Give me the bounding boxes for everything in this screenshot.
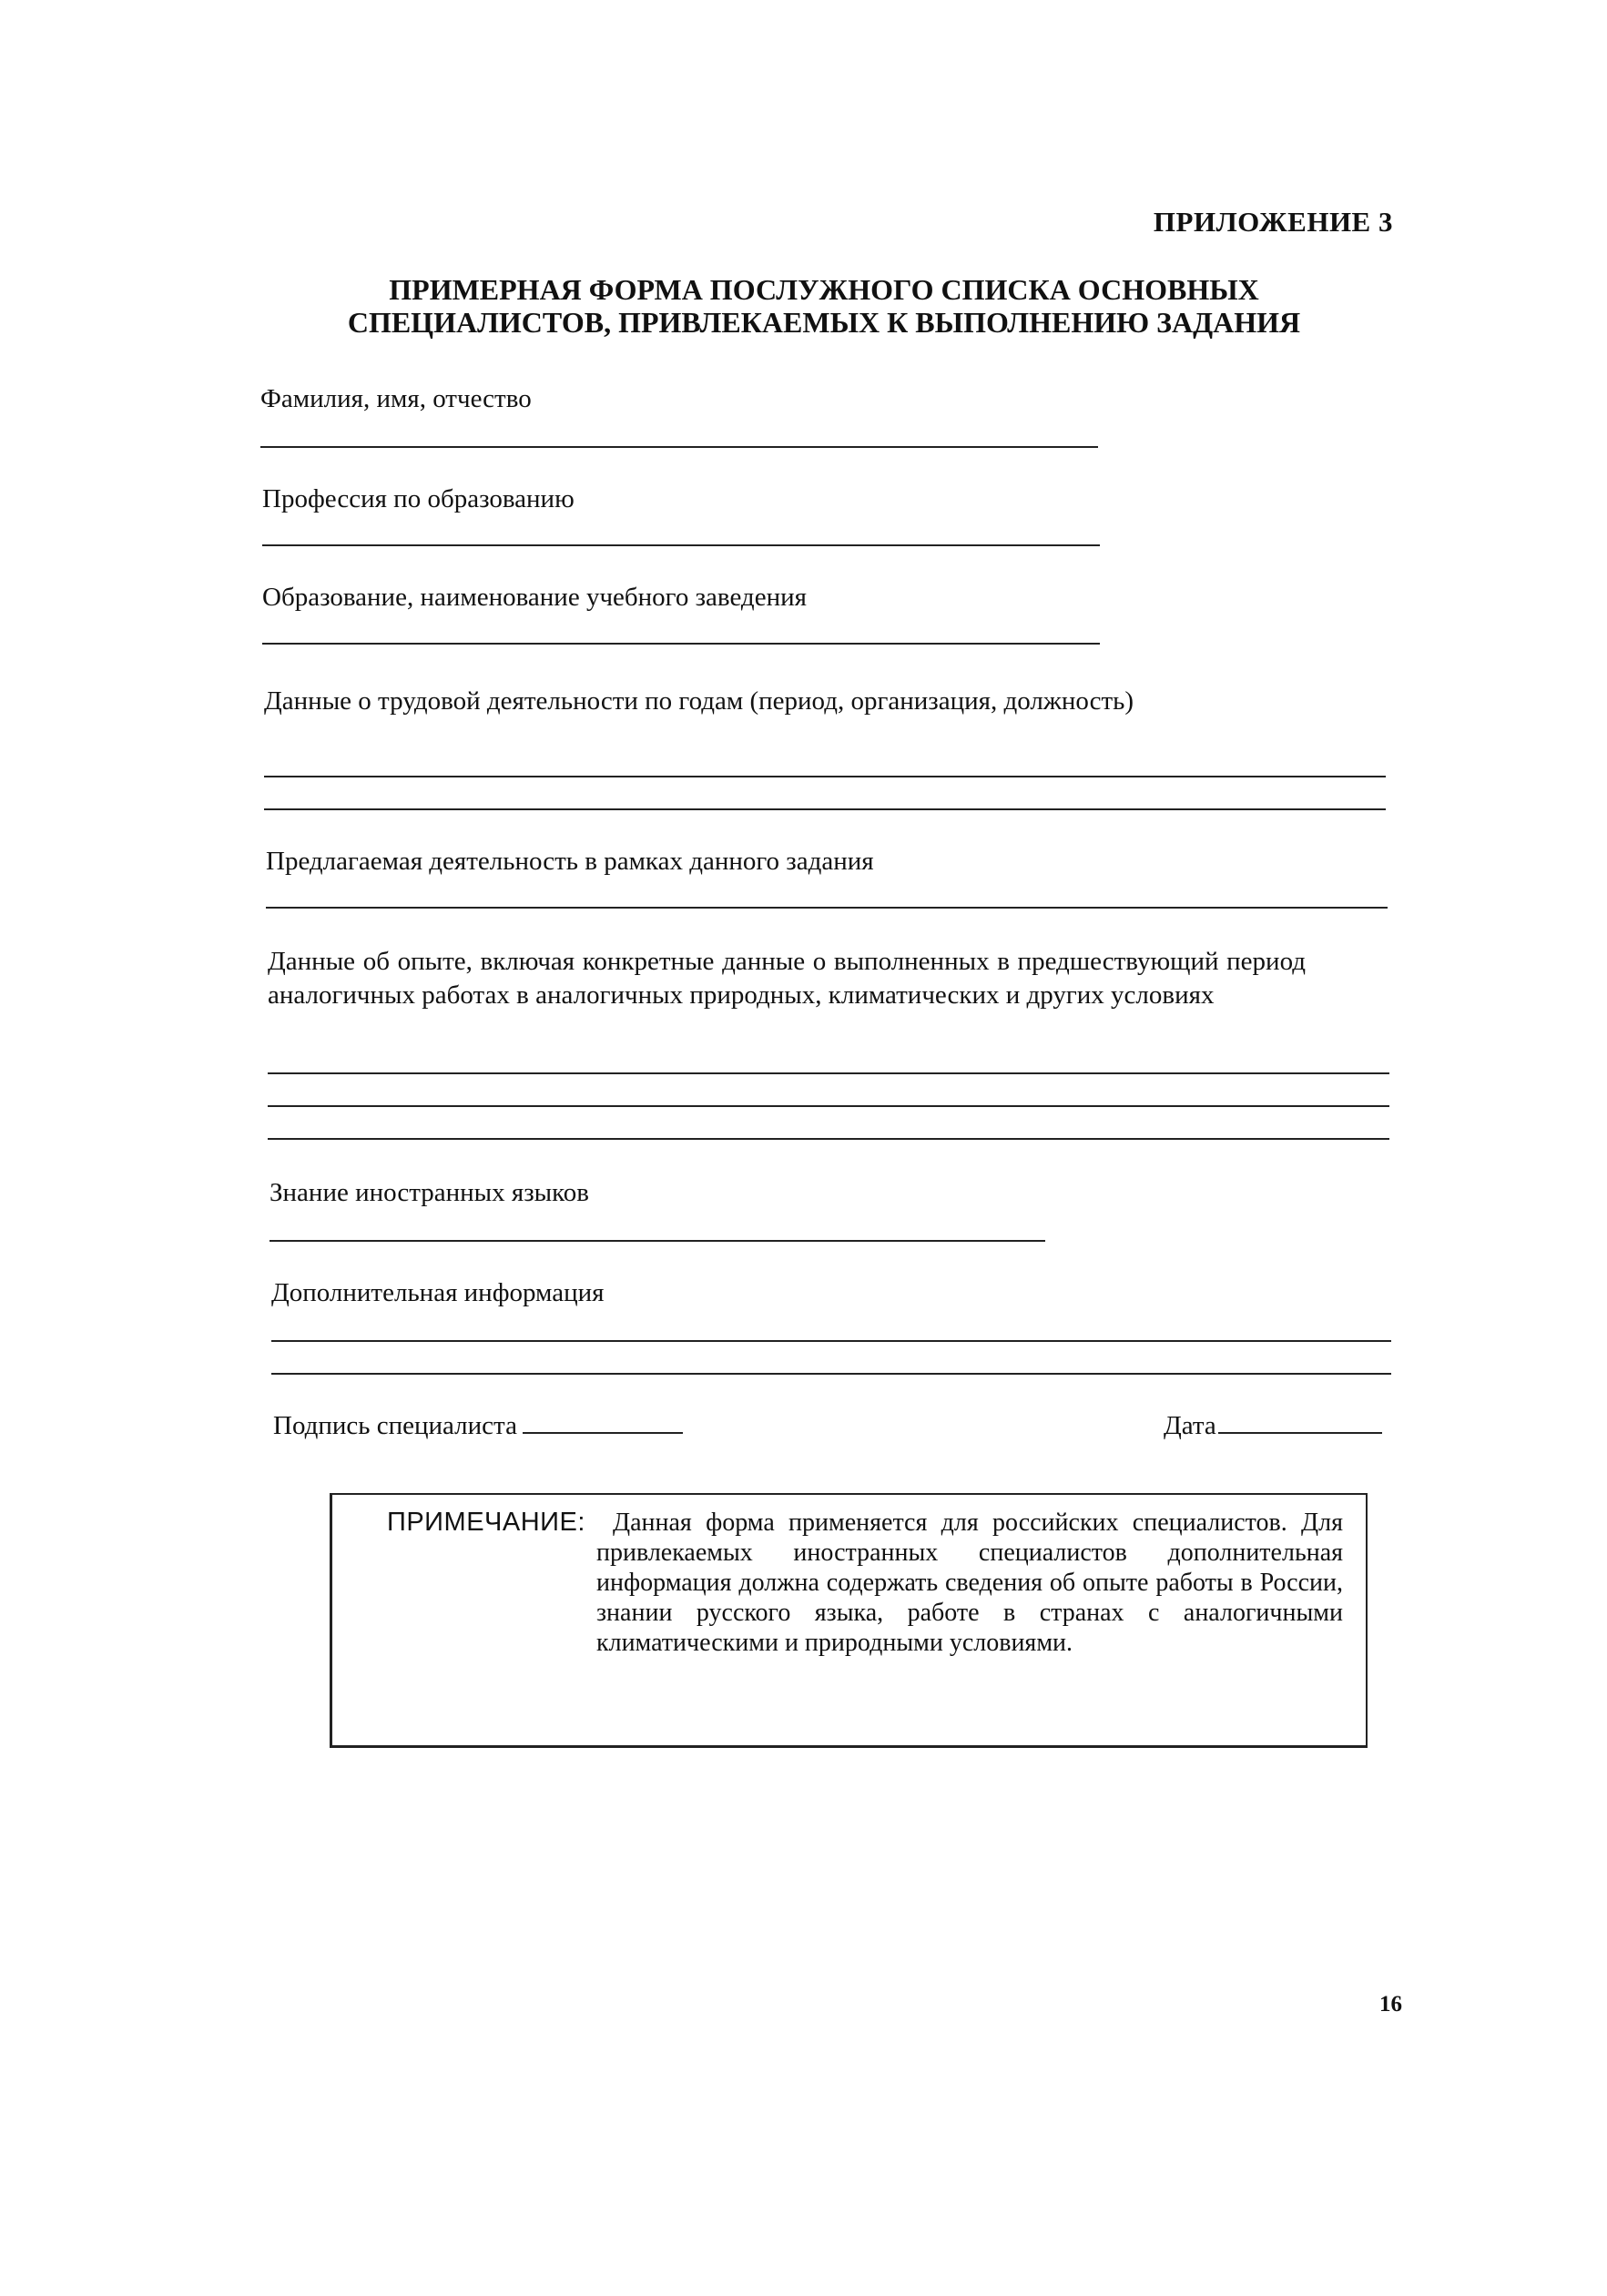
employment-field-line-1[interactable] <box>264 776 1386 777</box>
note-text: Данная форма применяется для российских специалистов. Для привлекаемых иностранных специалистов дополнительная информация должна содержать сведения об опыте работы в России, знании русского языка, работе в странах с аналогичными климатическими и природными условиями. <box>596 1509 1343 1657</box>
proposed-activity-label: Предлагаемая деятельность в рамках данного задания <box>266 847 874 876</box>
signature-label: Подпись специалиста <box>273 1411 517 1440</box>
note-box <box>330 1493 1368 1748</box>
title-line-1: ПРИМЕРНАЯ ФОРМА ПОСЛУЖНОГО СПИСКА ОСНОВНЫХ <box>389 273 1259 306</box>
proposed-activity-field[interactable] <box>266 907 1388 909</box>
signature-row <box>273 1409 683 1443</box>
appendix-label: ПРИЛОЖЕНИЕ 3 <box>1153 206 1393 238</box>
note-heading: ПРИМЕЧАНИЕ: <box>387 1508 585 1537</box>
title-line-2: СПЕЦИАЛИСТОВ, ПРИВЛЕКАЕМЫХ К ВЫПОЛНЕНИЮ ЗАДАНИЯ <box>347 306 1301 339</box>
experience-field-line-2[interactable] <box>268 1105 1389 1107</box>
experience-label: Данные об опыте, включая конкретные данные о выполненных в предшествующий период аналогичных работах в аналогичных природных, климатических и других условиях <box>268 947 1306 1010</box>
document-title <box>314 273 1334 339</box>
full-name-field[interactable] <box>260 446 1098 448</box>
page-number: 16 <box>1379 1992 1402 2017</box>
employment-label: Данные о трудовой деятельности по годам (период, организация, должность) <box>264 686 1134 716</box>
additional-info-field-line-1[interactable] <box>271 1340 1391 1342</box>
employment-field-line-2[interactable] <box>264 808 1386 810</box>
languages-field[interactable] <box>270 1240 1045 1242</box>
experience-field-line-3[interactable] <box>268 1138 1389 1140</box>
education-field[interactable] <box>262 643 1100 645</box>
date-row <box>1164 1409 1382 1443</box>
additional-info-label: Дополнительная информация <box>271 1278 605 1307</box>
experience-field-line-1[interactable] <box>268 1072 1389 1074</box>
education-label: Образование, наименование учебного заведения <box>262 583 807 612</box>
profession-field[interactable] <box>262 544 1100 546</box>
full-name-label: Фамилия, имя, отчество <box>260 384 532 413</box>
date-label: Дата <box>1164 1411 1216 1440</box>
date-field[interactable] <box>1218 1412 1382 1434</box>
signature-field[interactable] <box>523 1412 683 1434</box>
profession-label: Профессия по образованию <box>262 484 575 513</box>
additional-info-field-line-2[interactable] <box>271 1373 1391 1375</box>
languages-label: Знание иностранных языков <box>270 1178 589 1207</box>
